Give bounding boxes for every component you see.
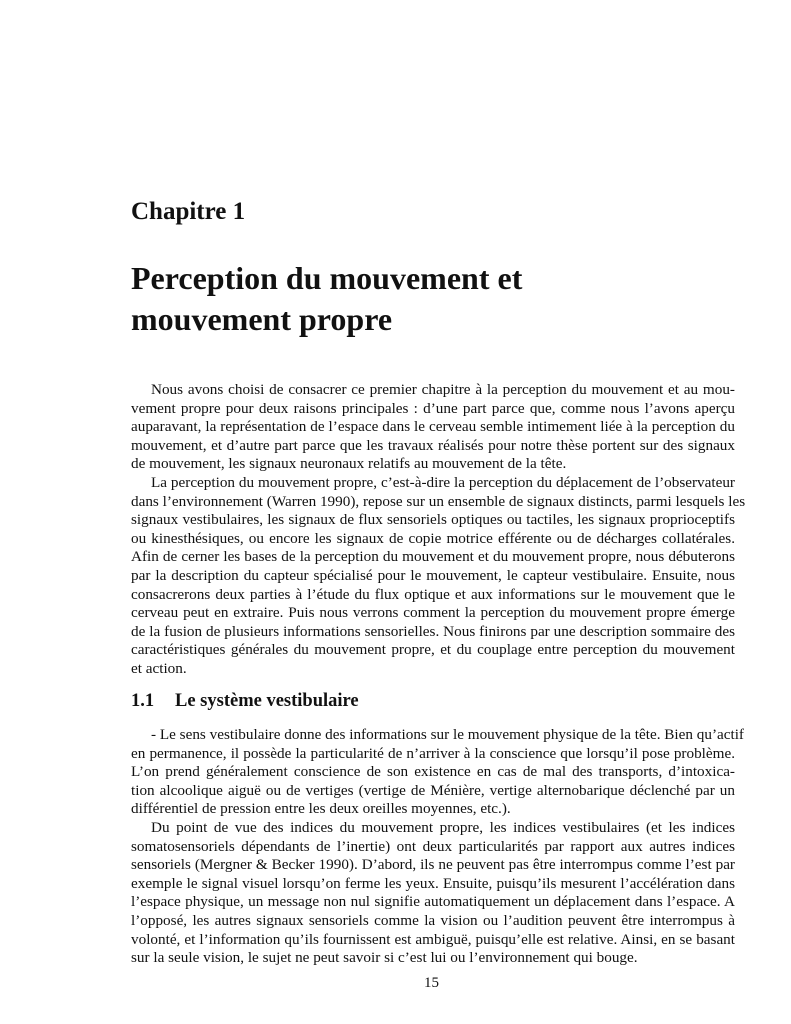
text-line: par la description du capteur spécialisé pour le mouvement, le capteur vestibulaire. Ensuite, nous: [131, 566, 735, 584]
text-line: de mouvement, les signaux neuronaux relatifs au mouvement de la tête.: [131, 455, 567, 473]
text-line: mouvement, et d’autre part parce que les travaux réalisés pour notre thèse portent sur des signaux: [131, 436, 735, 454]
text-line: somatosensoriels dépendants de l’inertie) ont deux particularités par rapport aux autres indices: [131, 837, 735, 855]
text-line: l’opposé, les autres signaux sensoriels comme la vision ou l’audition peuvent être interrompus à: [131, 911, 735, 929]
text-line: L’on prend généralement conscience de son existence en cas de mal des transports, d’intoxica-: [131, 763, 735, 781]
text-line: La perception du mouvement propre, c’est-à-dire la perception du déplacement de l’observateur: [151, 474, 735, 491]
text-line: vement propre pour deux raisons principales : d’une part parce que, comme nous l’avons aperçu: [131, 399, 735, 417]
text-line: volonté, et l’information qu’ils fournissent est ambiguë, puisqu’elle est relative. Ainsi, en se basant: [131, 930, 735, 948]
section-heading: [131, 691, 359, 712]
text-line: consacrerons deux parties à l’étude du flux optique et aux informations sur le mouvement que le: [131, 585, 735, 603]
text-line: Nous avons choisi de consacrer ce premier chapitre à la perception du mouvement et au mou-: [151, 381, 735, 398]
intro-paragraph-1: [131, 381, 735, 474]
chapter-title-line: mouvement propre: [131, 301, 393, 337]
text-line: exemple le signal visuel lorsqu’on ferme les yeux. Ensuite, puisqu’ils mesurent l’accélération dans: [131, 874, 735, 892]
text-line: l’espace physique, un message non nul signifie automatiquement un déplacement dans l’espace. A: [131, 893, 735, 911]
chapter-title: [131, 258, 522, 340]
text-line: et action.: [131, 659, 187, 677]
text-line: auparavant, la représentation de l’espace dans le cerveau semble intimement liée à la perception du: [131, 418, 735, 436]
page-number: 15: [424, 975, 439, 991]
section-paragraph-2: [131, 819, 735, 968]
chapter-label: Chapitre 1: [131, 198, 246, 225]
text-line: en permanence, il possède la particularité de n’arriver à la conscience que lorsqu’il pose problème.: [131, 744, 735, 762]
section-paragraph-1: [131, 726, 744, 819]
text-line: caractéristiques générales du mouvement propre, et du couplage entre perception du mouvement: [131, 641, 735, 659]
text-line: cerveau peut en extraire. Puis nous verrons comment la perception du mouvement propre émerge: [131, 604, 735, 622]
text-line: de la fusion de plusieurs informations sensorielles. Nous finirons par une description sommaire des: [131, 622, 735, 640]
text-line: tion alcoolique aiguë ou de vertiges (vertige de Ménière, vertige alternobarique déclenché par un: [131, 781, 735, 799]
text-line: - Le sens vestibulaire donne des informations sur le mouvement physique de la tête. Bien qu’actif: [151, 726, 744, 743]
text-line: Afin de cerner les bases de la perception du mouvement et du mouvement propre, nous débuterons: [131, 548, 735, 566]
text-line: ou kinesthésiques, ou encore les signaux de copie motrice efférente ou de décharges collatérales.: [131, 529, 735, 547]
text-line: sur la seule vision, le sujet ne peut savoir si c’est lui ou l’environnement qui bouge.: [131, 949, 638, 967]
text-line: sensoriels (Mergner & Becker 1990). D’abord, ils ne peuvent pas être interrompus comme l’est par: [131, 856, 735, 874]
chapter-title-line: Perception du mouvement et: [131, 260, 523, 296]
intro-paragraph-2: [131, 474, 746, 679]
text-line: Du point de vue des indices du mouvement propre, les indices vestibulaires (et les indices: [151, 819, 735, 836]
text-line: différentiel de pression entre les deux oreilles moyennes, etc.).: [131, 800, 511, 818]
section-title: Le système vestibulaire: [175, 691, 359, 711]
section-number: 1.1: [131, 691, 155, 711]
text-line: dans l’environnement (Warren 1990), repose sur un ensemble de signaux distincts, parmi lesquels les: [131, 492, 746, 510]
text-line: signaux vestibulaires, les signaux de flux sensoriels optiques ou tactiles, les signaux proprioceptifs: [131, 511, 735, 529]
